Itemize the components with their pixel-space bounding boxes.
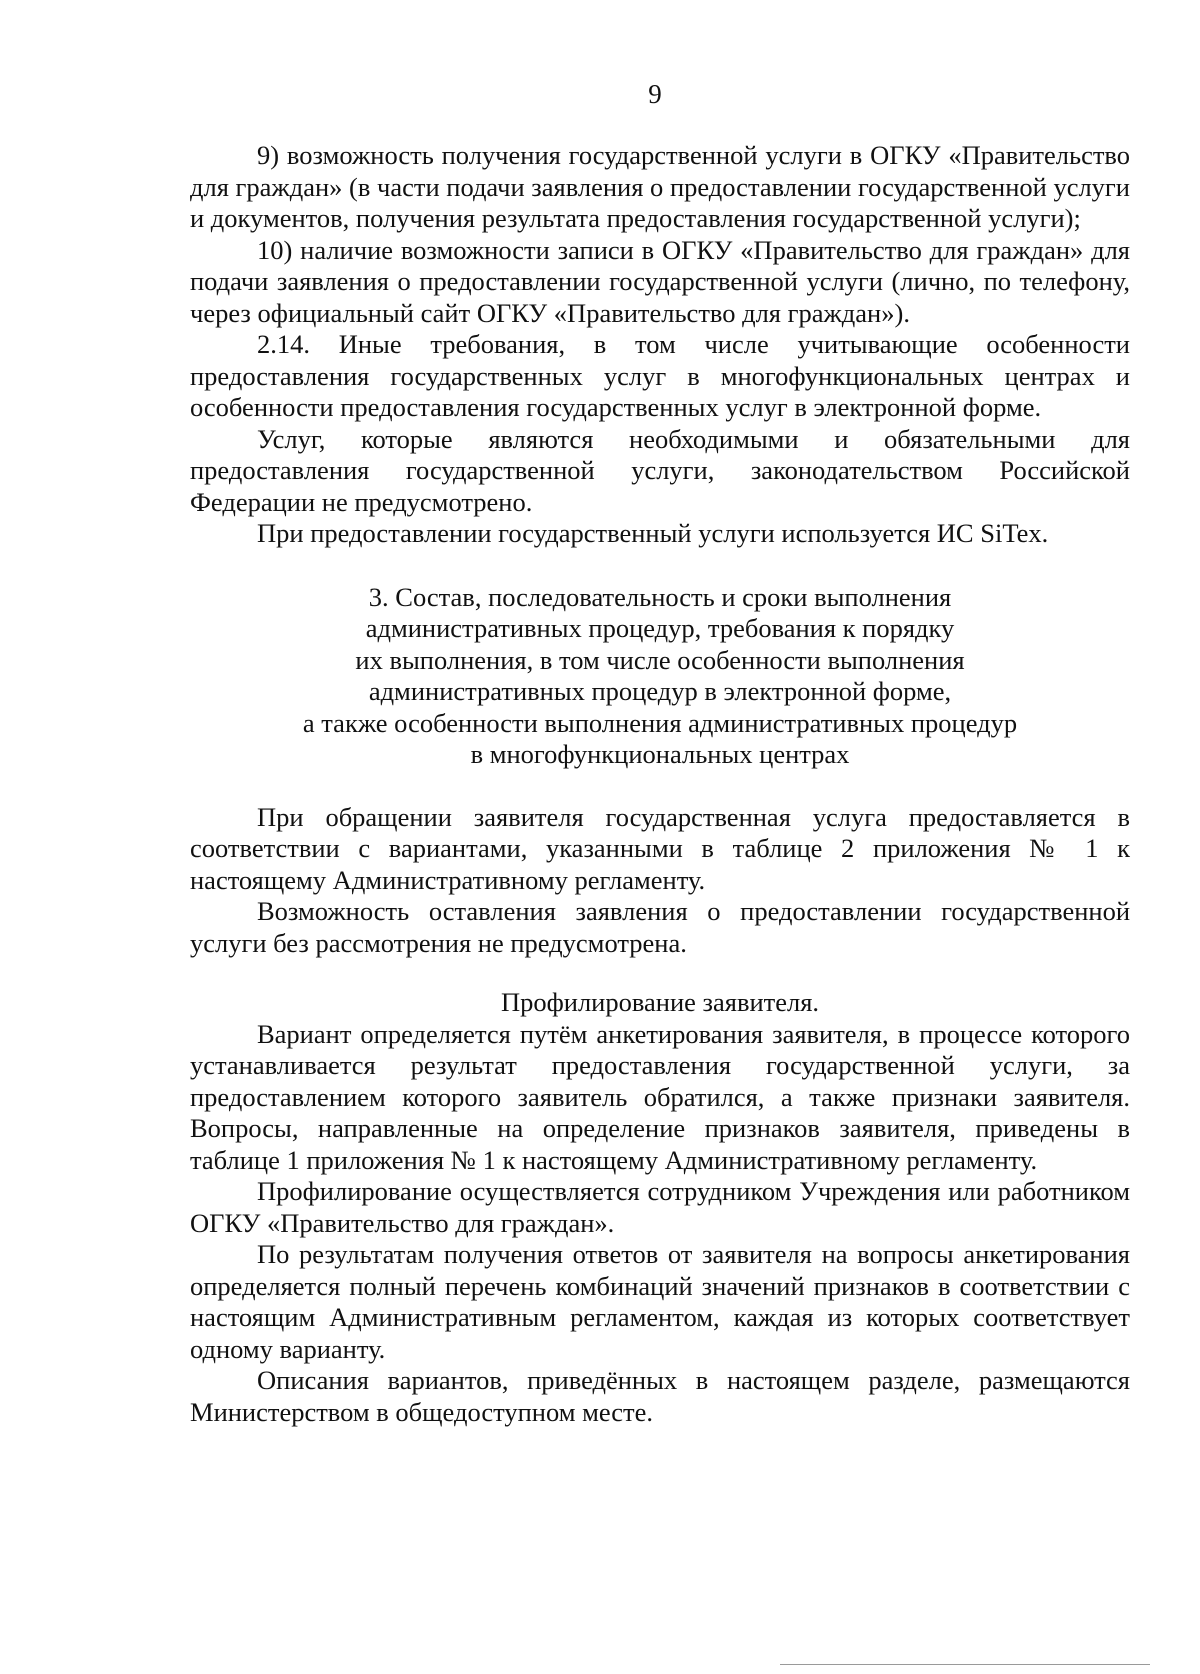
paragraph-item-9: 9) возможность получения государственной услуги в ОГКУ «Правительство для граждан» (в части подачи заявления о предоставлении государственной услуги и документов, получения результата предоставления государственной услуги); — [190, 140, 1130, 233]
heading-line: их выполнения, в том числе особенности выполнения — [355, 644, 965, 675]
paragraph-variant-descriptions: Описания вариантов, приведённых в настоящем разделе, размещаются Министерством в общедоступном месте. — [190, 1365, 1130, 1427]
heading-line: а также особенности выполнения административных процедур — [302, 707, 1018, 738]
paragraph-profiling-survey: Вариант определяется путём анкетирования заявителя, в процессе которого устанавливается результат предоставления государственной услуги, за предоставлением которого заявитель обратился, а также признаки заявителя. Вопросы, направленные на определение признаков заявителя, приведены в таблице 1 приложения № 1 к настоящему Административному регламенту. — [190, 1018, 1130, 1175]
heading-line: административных процедур, требования к порядку — [365, 613, 955, 643]
paragraph-2-14: 2.14. Иные требования, в том числе учитывающие особенности предоставления государственных услуг в многофункциональных центрах и особенности предоставления государственных услуг в электронной форме. — [190, 329, 1130, 422]
document-body — [190, 140, 1130, 1428]
profiling-title: Профилирование заявителя. — [500, 987, 820, 1017]
paragraph-required-services: Услуг, которые являются необходимыми и обязательными для предоставления государственной услуги, законодательством Российской Федерации не предусмотрено. — [190, 423, 1130, 517]
paragraph-profiling-results: По результатам получения ответов от заявителя на вопросы анкетирования определяется полный перечень комбинаций значений признаков в соответствии с настоящим Административным регламентом, каждая из которых соответствует одному варианту. — [190, 1239, 1130, 1364]
paragraph-profiling-staff: Профилирование осуществляется сотрудником Учреждения или работником ОГКУ «Правительство для граждан». — [190, 1176, 1130, 1238]
spacer — [190, 959, 1130, 987]
spacer — [190, 771, 1130, 802]
footer-divider — [780, 1664, 1150, 1665]
paragraph-no-rejection: Возможность оставления заявления о предоставлении государственной услуги без рассмотрения не предусмотрена. — [190, 896, 1130, 958]
paragraph-variants: При обращении заявителя государственная услуга предоставляется в соответствии с вариантами, указанными в таблице 2 приложения № 1 к настоящему Административному регламенту. — [190, 801, 1130, 895]
paragraph-sitex: При предоставлении государственный услуги используется ИС SiTex. — [257, 518, 1049, 548]
heading-line: 3. Состав, последовательность и сроки выполнения — [368, 581, 952, 612]
spacer — [190, 550, 1130, 582]
page-number: 9 — [648, 79, 662, 109]
heading-line: административных процедур в электронной форме, — [368, 676, 952, 706]
section-3-heading — [190, 582, 1130, 771]
heading-line: в многофункциональных центрах — [470, 739, 850, 769]
paragraph-item-10: 10) наличие возможности записи в ОГКУ «Правительство для граждан» для подачи заявления о предоставлении государственной услуги (лично, по телефону, через официальный сайт ОГКУ «Правительство для граждан»). — [190, 234, 1130, 328]
